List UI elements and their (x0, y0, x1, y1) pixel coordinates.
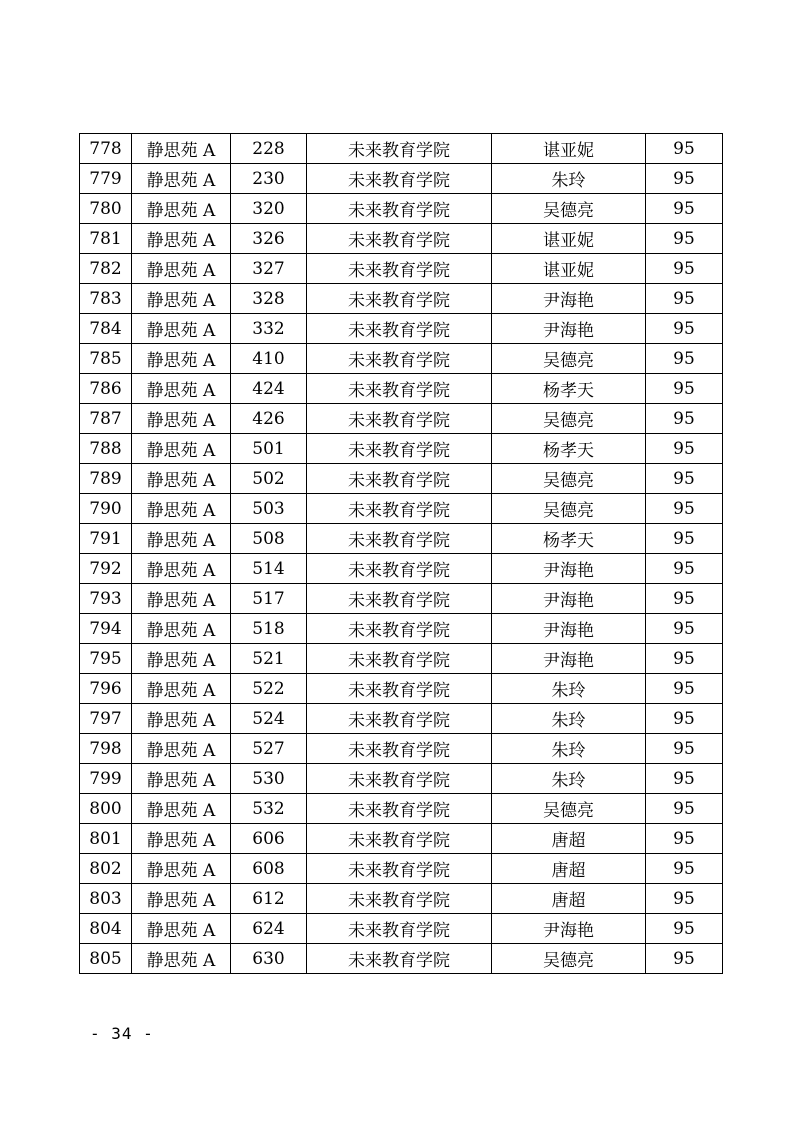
inspector-name-cell: 朱玲 (492, 764, 646, 794)
row-number-cell: 786 (80, 374, 132, 404)
row-number-cell: 788 (80, 434, 132, 464)
college-cell: 未来教育学院 (307, 374, 492, 404)
row-number-cell: 780 (80, 194, 132, 224)
college-cell: 未来教育学院 (307, 344, 492, 374)
inspector-name-cell: 吴德亮 (492, 194, 646, 224)
inspector-name-cell: 朱玲 (492, 704, 646, 734)
building-cell: 静思苑 A (132, 854, 231, 884)
college-cell: 未来教育学院 (307, 464, 492, 494)
table-row (80, 194, 723, 224)
score-cell: 95 (646, 224, 723, 254)
inspector-name-cell: 杨孝天 (492, 374, 646, 404)
college-cell: 未来教育学院 (307, 524, 492, 554)
table-row (80, 764, 723, 794)
inspector-name-cell: 尹海艳 (492, 614, 646, 644)
room-number-cell: 508 (231, 524, 307, 554)
room-number-cell: 630 (231, 944, 307, 974)
inspector-name-cell: 尹海艳 (492, 914, 646, 944)
building-cell: 静思苑 A (132, 134, 231, 164)
inspector-name-cell: 吴德亮 (492, 464, 646, 494)
college-cell: 未来教育学院 (307, 164, 492, 194)
room-number-cell: 424 (231, 374, 307, 404)
row-number-cell: 802 (80, 854, 132, 884)
building-cell: 静思苑 A (132, 554, 231, 584)
score-cell: 95 (646, 614, 723, 644)
building-cell: 静思苑 A (132, 194, 231, 224)
score-cell: 95 (646, 254, 723, 284)
college-cell: 未来教育学院 (307, 824, 492, 854)
building-cell: 静思苑 A (132, 374, 231, 404)
dorm-score-table (79, 133, 723, 974)
college-cell: 未来教育学院 (307, 434, 492, 464)
building-cell: 静思苑 A (132, 164, 231, 194)
row-number-cell: 799 (80, 764, 132, 794)
score-cell: 95 (646, 704, 723, 734)
row-number-cell: 792 (80, 554, 132, 584)
inspector-name-cell: 朱玲 (492, 734, 646, 764)
row-number-cell: 801 (80, 824, 132, 854)
row-number-cell: 793 (80, 584, 132, 614)
college-cell: 未来教育学院 (307, 854, 492, 884)
inspector-name-cell: 唐超 (492, 854, 646, 884)
college-cell: 未来教育学院 (307, 284, 492, 314)
score-cell: 95 (646, 494, 723, 524)
table-row (80, 854, 723, 884)
room-number-cell: 501 (231, 434, 307, 464)
table-row (80, 404, 723, 434)
building-cell: 静思苑 A (132, 944, 231, 974)
building-cell: 静思苑 A (132, 674, 231, 704)
row-number-cell: 803 (80, 884, 132, 914)
college-cell: 未来教育学院 (307, 914, 492, 944)
row-number-cell: 784 (80, 314, 132, 344)
inspector-name-cell: 尹海艳 (492, 584, 646, 614)
room-number-cell: 608 (231, 854, 307, 884)
room-number-cell: 524 (231, 704, 307, 734)
inspector-name-cell: 谌亚妮 (492, 134, 646, 164)
room-number-cell: 410 (231, 344, 307, 374)
college-cell: 未来教育学院 (307, 944, 492, 974)
inspector-name-cell: 尹海艳 (492, 554, 646, 584)
college-cell: 未来教育学院 (307, 314, 492, 344)
table-row (80, 794, 723, 824)
college-cell: 未来教育学院 (307, 194, 492, 224)
row-number-cell: 804 (80, 914, 132, 944)
inspector-name-cell: 尹海艳 (492, 284, 646, 314)
score-cell: 95 (646, 914, 723, 944)
score-cell: 95 (646, 794, 723, 824)
table-row (80, 644, 723, 674)
score-cell: 95 (646, 404, 723, 434)
room-number-cell: 514 (231, 554, 307, 584)
room-number-cell: 503 (231, 494, 307, 524)
table-row (80, 524, 723, 554)
score-cell: 95 (646, 764, 723, 794)
table-row (80, 134, 723, 164)
room-number-cell: 326 (231, 224, 307, 254)
inspector-name-cell: 朱玲 (492, 164, 646, 194)
table-row (80, 614, 723, 644)
inspector-name-cell: 杨孝天 (492, 524, 646, 554)
room-number-cell: 518 (231, 614, 307, 644)
college-cell: 未来教育学院 (307, 884, 492, 914)
room-number-cell: 612 (231, 884, 307, 914)
college-cell: 未来教育学院 (307, 494, 492, 524)
building-cell: 静思苑 A (132, 314, 231, 344)
row-number-cell: 800 (80, 794, 132, 824)
score-cell: 95 (646, 884, 723, 914)
room-number-cell: 426 (231, 404, 307, 434)
score-cell: 95 (646, 134, 723, 164)
building-cell: 静思苑 A (132, 614, 231, 644)
table-row (80, 914, 723, 944)
room-number-cell: 530 (231, 764, 307, 794)
inspector-name-cell: 吴德亮 (492, 494, 646, 524)
table-row (80, 554, 723, 584)
score-cell: 95 (646, 554, 723, 584)
room-number-cell: 327 (231, 254, 307, 284)
score-cell: 95 (646, 314, 723, 344)
inspector-name-cell: 尹海艳 (492, 644, 646, 674)
college-cell: 未来教育学院 (307, 614, 492, 644)
score-cell: 95 (646, 434, 723, 464)
table-row (80, 464, 723, 494)
table-body (80, 134, 723, 974)
inspector-name-cell: 朱玲 (492, 674, 646, 704)
row-number-cell: 790 (80, 494, 132, 524)
table-row (80, 434, 723, 464)
score-cell: 95 (646, 284, 723, 314)
room-number-cell: 320 (231, 194, 307, 224)
building-cell: 静思苑 A (132, 524, 231, 554)
score-cell: 95 (646, 824, 723, 854)
college-cell: 未来教育学院 (307, 254, 492, 284)
table-row (80, 734, 723, 764)
building-cell: 静思苑 A (132, 224, 231, 254)
college-cell: 未来教育学院 (307, 794, 492, 824)
row-number-cell: 779 (80, 164, 132, 194)
table-row (80, 944, 723, 974)
room-number-cell: 606 (231, 824, 307, 854)
building-cell: 静思苑 A (132, 704, 231, 734)
score-cell: 95 (646, 944, 723, 974)
college-cell: 未来教育学院 (307, 674, 492, 704)
score-cell: 95 (646, 374, 723, 404)
room-number-cell: 532 (231, 794, 307, 824)
score-cell: 95 (646, 734, 723, 764)
room-number-cell: 527 (231, 734, 307, 764)
row-number-cell: 782 (80, 254, 132, 284)
building-cell: 静思苑 A (132, 494, 231, 524)
building-cell: 静思苑 A (132, 794, 231, 824)
college-cell: 未来教育学院 (307, 404, 492, 434)
table-row (80, 824, 723, 854)
college-cell: 未来教育学院 (307, 644, 492, 674)
table-row (80, 164, 723, 194)
inspector-name-cell: 谌亚妮 (492, 254, 646, 284)
building-cell: 静思苑 A (132, 404, 231, 434)
building-cell: 静思苑 A (132, 764, 231, 794)
row-number-cell: 781 (80, 224, 132, 254)
building-cell: 静思苑 A (132, 884, 231, 914)
building-cell: 静思苑 A (132, 284, 231, 314)
row-number-cell: 787 (80, 404, 132, 434)
room-number-cell: 228 (231, 134, 307, 164)
table-row (80, 254, 723, 284)
score-cell: 95 (646, 464, 723, 494)
score-cell: 95 (646, 584, 723, 614)
inspector-name-cell: 吴德亮 (492, 404, 646, 434)
college-cell: 未来教育学院 (307, 134, 492, 164)
building-cell: 静思苑 A (132, 824, 231, 854)
room-number-cell: 332 (231, 314, 307, 344)
inspector-name-cell: 谌亚妮 (492, 224, 646, 254)
score-cell: 95 (646, 644, 723, 674)
room-number-cell: 328 (231, 284, 307, 314)
table-row (80, 314, 723, 344)
room-number-cell: 517 (231, 584, 307, 614)
page-number: - 34 - (90, 1024, 154, 1043)
row-number-cell: 805 (80, 944, 132, 974)
building-cell: 静思苑 A (132, 734, 231, 764)
inspector-name-cell: 唐超 (492, 884, 646, 914)
college-cell: 未来教育学院 (307, 764, 492, 794)
score-cell: 95 (646, 524, 723, 554)
college-cell: 未来教育学院 (307, 734, 492, 764)
college-cell: 未来教育学院 (307, 554, 492, 584)
table-row (80, 704, 723, 734)
table-row (80, 344, 723, 374)
table-row (80, 884, 723, 914)
row-number-cell: 789 (80, 464, 132, 494)
building-cell: 静思苑 A (132, 254, 231, 284)
inspector-name-cell: 唐超 (492, 824, 646, 854)
row-number-cell: 798 (80, 734, 132, 764)
row-number-cell: 797 (80, 704, 132, 734)
room-number-cell: 230 (231, 164, 307, 194)
inspector-name-cell: 杨孝天 (492, 434, 646, 464)
room-number-cell: 521 (231, 644, 307, 674)
inspector-name-cell: 吴德亮 (492, 944, 646, 974)
table-row (80, 494, 723, 524)
score-cell: 95 (646, 854, 723, 884)
inspector-name-cell: 吴德亮 (492, 794, 646, 824)
college-cell: 未来教育学院 (307, 224, 492, 254)
room-number-cell: 522 (231, 674, 307, 704)
score-cell: 95 (646, 194, 723, 224)
table-row (80, 674, 723, 704)
row-number-cell: 795 (80, 644, 132, 674)
college-cell: 未来教育学院 (307, 584, 492, 614)
building-cell: 静思苑 A (132, 434, 231, 464)
table-row (80, 284, 723, 314)
building-cell: 静思苑 A (132, 584, 231, 614)
room-number-cell: 502 (231, 464, 307, 494)
table-row (80, 224, 723, 254)
building-cell: 静思苑 A (132, 914, 231, 944)
inspector-name-cell: 尹海艳 (492, 314, 646, 344)
table-row (80, 374, 723, 404)
college-cell: 未来教育学院 (307, 704, 492, 734)
score-cell: 95 (646, 164, 723, 194)
building-cell: 静思苑 A (132, 344, 231, 374)
row-number-cell: 791 (80, 524, 132, 554)
row-number-cell: 783 (80, 284, 132, 314)
table-row (80, 584, 723, 614)
row-number-cell: 796 (80, 674, 132, 704)
inspector-name-cell: 吴德亮 (492, 344, 646, 374)
score-cell: 95 (646, 674, 723, 704)
building-cell: 静思苑 A (132, 464, 231, 494)
row-number-cell: 785 (80, 344, 132, 374)
building-cell: 静思苑 A (132, 644, 231, 674)
row-number-cell: 794 (80, 614, 132, 644)
score-cell: 95 (646, 344, 723, 374)
row-number-cell: 778 (80, 134, 132, 164)
room-number-cell: 624 (231, 914, 307, 944)
